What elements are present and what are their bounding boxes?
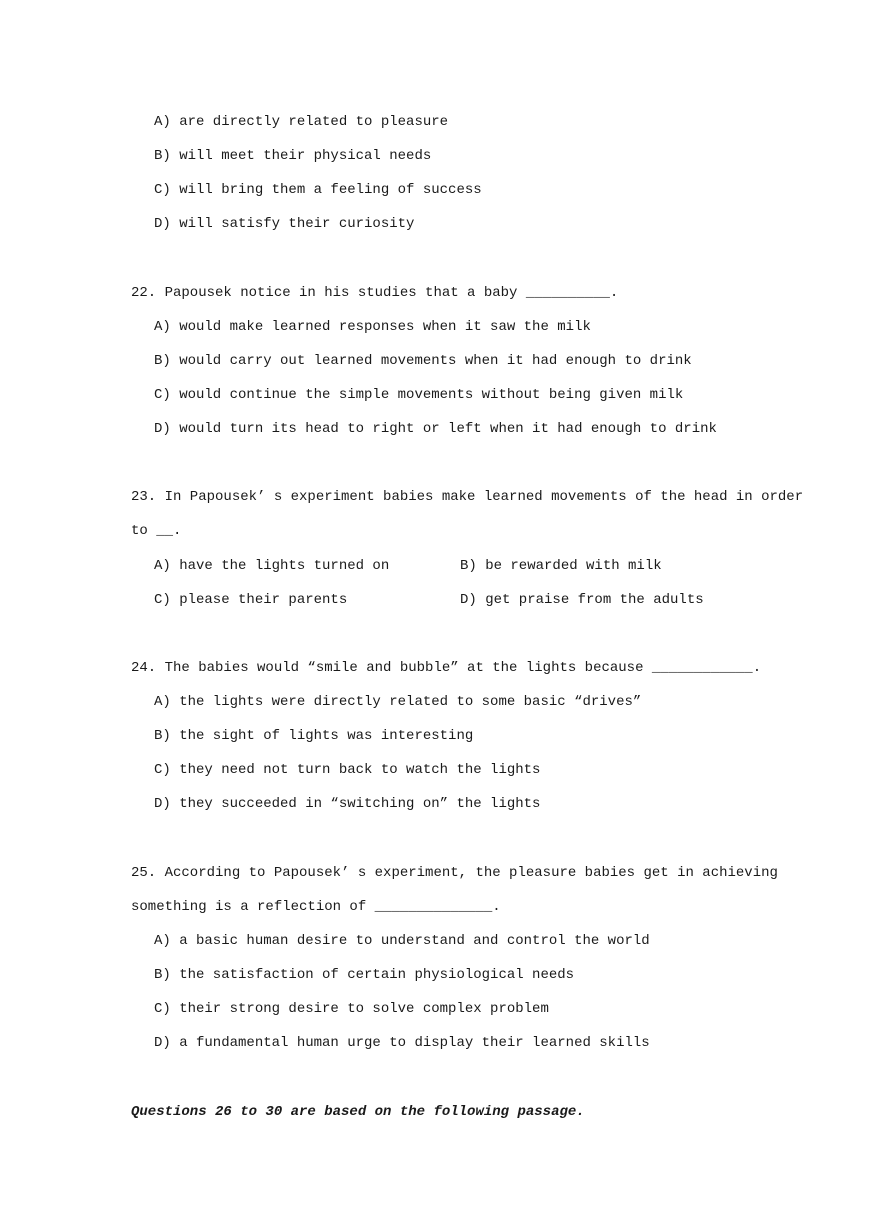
q25-option-d: D) a fundamental human urge to display their learned skills — [154, 1035, 650, 1051]
q25-option-a: A) a basic human desire to understand and control the world — [154, 933, 650, 949]
q21-option-b: B) will meet their physical needs — [154, 148, 432, 164]
q24-option-c: C) they need not turn back to watch the lights — [154, 762, 541, 778]
q25-option-b: B) the satisfaction of certain physiological needs — [154, 967, 575, 983]
q23-stem-line2: to __. — [131, 523, 182, 539]
q22-option-d: D) would turn its head to right or left when it had enough to drink — [154, 421, 717, 437]
q24-option-a: A) the lights were directly related to some basic “drives” — [154, 694, 642, 710]
q23-option-b: B) be rewarded with milk — [460, 558, 662, 574]
q22-option-c: C) would continue the simple movements without being given milk — [154, 387, 684, 403]
section-instruction: Questions 26 to 30 are based on the following passage. — [131, 1104, 585, 1120]
q24-option-d: D) they succeeded in “switching on” the lights — [154, 796, 541, 812]
q22-option-a: A) would make learned responses when it saw the milk — [154, 319, 591, 335]
q21-option-d: D) will satisfy their curiosity — [154, 216, 415, 232]
q22-stem: 22. Papousek notice in his studies that a baby __________. — [131, 285, 619, 301]
q21-option-c: C) will bring them a feeling of success — [154, 182, 482, 198]
q24-stem: 24. The babies would “smile and bubble” at the lights because ____________. — [131, 660, 762, 676]
q23-option-d: D) get praise from the adults — [460, 592, 704, 608]
q21-option-a: A) are directly related to pleasure — [154, 114, 449, 130]
q23-stem-line1: 23. In Papousek’ s experiment babies make learned movements of the head in order — [131, 489, 804, 505]
q24-option-b: B) the sight of lights was interesting — [154, 728, 474, 744]
q25-stem-line2: something is a reflection of ______________. — [131, 899, 501, 915]
q25-stem-line1: 25. According to Papousek’ s experiment, the pleasure babies get in achieving — [131, 865, 778, 881]
q22-option-b: B) would carry out learned movements when it had enough to drink — [154, 353, 692, 369]
q25-option-c: C) their strong desire to solve complex problem — [154, 1001, 549, 1017]
q23-option-a: A) have the lights turned on — [154, 558, 390, 574]
q23-option-c: C) please their parents — [154, 592, 348, 608]
